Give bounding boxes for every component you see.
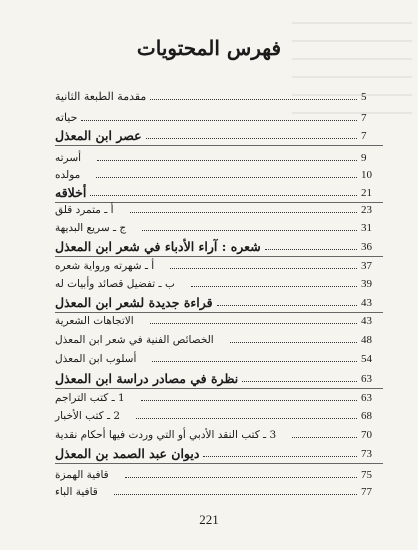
- dot-leader: [203, 456, 357, 457]
- toc-entry-page: 31: [361, 222, 372, 234]
- toc-entry: [55, 256, 383, 272]
- toc-entry: [55, 237, 383, 253]
- toc-entry: [55, 108, 383, 124]
- toc-entry: [55, 87, 383, 103]
- toc-entry-page: 7: [361, 112, 367, 124]
- toc-entry-page: 63: [361, 392, 372, 404]
- dot-leader: [141, 400, 357, 401]
- toc-entry-page: 70: [361, 429, 372, 441]
- toc-entry-page: 39: [361, 278, 372, 290]
- toc-entry-title: مقدمة الطبعة الثانية: [55, 90, 147, 103]
- toc-entry-title: 3 ـ كتب النقد الأدبي أو التي وردت فيها أحكام نقدية: [55, 429, 277, 441]
- toc-entry: [55, 126, 383, 142]
- page-number: 221: [199, 512, 219, 527]
- toc-entry-title: قافية الهمزة: [55, 469, 109, 481]
- toc-entry-title: أخلاقه: [55, 185, 87, 200]
- dot-leader: [96, 177, 357, 178]
- toc-entry-title: شعره : آراء الأدباء في شعر ابن المعذل: [55, 239, 261, 254]
- dot-leader: [146, 138, 357, 139]
- dot-leader: [150, 323, 357, 324]
- toc-entry-title: أسلوب ابن المعذل: [55, 353, 137, 365]
- dot-leader: [170, 268, 357, 269]
- toc-entry: [55, 183, 383, 199]
- toc-entry-page: 36: [361, 241, 372, 253]
- toc-entry-title: قراءة جديدة لشعر ابن المعذل: [55, 295, 213, 310]
- toc-entry: [55, 293, 383, 309]
- page-title: فهرس المحتويات: [136, 36, 282, 60]
- toc-entry-title: ديوان عبد الصمد بن المعذل: [55, 446, 200, 461]
- dot-leader: [265, 249, 357, 250]
- toc-entry-title: مولده: [55, 169, 81, 181]
- dot-leader: [150, 99, 357, 100]
- toc-entry-title: ب ـ تفضيل قصائد وأبيات له: [55, 278, 175, 290]
- toc-entry: [55, 388, 383, 404]
- toc-entry-page: 10: [361, 169, 372, 181]
- toc-entry: [55, 165, 383, 181]
- toc-entry: [55, 406, 383, 422]
- toc-entry-page: 54: [361, 353, 372, 365]
- toc-entry-title: 2 ـ كتب الأخبار: [55, 410, 121, 422]
- dot-leader: [97, 160, 357, 161]
- toc-entry: [55, 330, 383, 346]
- dot-leader: [242, 381, 357, 382]
- dot-leader: [191, 286, 357, 287]
- toc-entry-title: قافية الباء: [55, 486, 98, 498]
- toc-entry-page: 68: [361, 410, 372, 422]
- dot-leader: [114, 494, 357, 495]
- dot-leader: [142, 230, 357, 231]
- toc-entry-page: 9: [361, 152, 367, 164]
- dot-leader: [230, 342, 357, 343]
- toc-entry: [55, 218, 383, 234]
- dot-leader: [152, 361, 357, 362]
- toc-entry-title: الخصائص الفنية في شعر ابن المعذل: [55, 334, 214, 346]
- toc-entry-page: 5: [361, 91, 367, 103]
- toc-entry: [55, 444, 383, 460]
- toc-entry-title: ج ـ سريع البديهة: [55, 222, 127, 234]
- toc-entry-page: 75: [361, 469, 372, 481]
- toc-entry: [55, 148, 383, 164]
- dot-leader: [81, 120, 357, 121]
- toc-entry: [55, 200, 383, 216]
- toc-entry: [55, 465, 383, 481]
- toc-entry-page: 73: [361, 448, 372, 460]
- dot-leader: [136, 418, 357, 419]
- toc-entry-page: 23: [361, 204, 372, 216]
- toc-entry: [55, 369, 383, 385]
- dot-leader: [90, 195, 357, 196]
- dot-leader: [130, 212, 357, 213]
- toc-entry-page: 7: [361, 130, 367, 142]
- toc-entry-title: نظرة في مصادر دراسة ابن المعذل: [55, 371, 239, 386]
- toc-entry-page: 21: [361, 187, 372, 199]
- toc-entry: [55, 482, 383, 498]
- toc-entry-title: 1 ـ كتب التراجم: [55, 392, 125, 404]
- toc-entry-page: 77: [361, 486, 372, 498]
- toc-entry-page: 43: [361, 297, 372, 309]
- toc-entry-page: 43: [361, 315, 372, 327]
- toc-entry-title: أ ـ متمرد قلق: [55, 204, 114, 216]
- toc-entry-title: أسرته: [55, 152, 82, 164]
- toc-entry-title: عصر ابن المعذل: [55, 128, 142, 143]
- toc-entry: [55, 349, 383, 365]
- toc-entry-title: الاتجاهات الشعرية: [55, 315, 134, 327]
- toc-entry-page: 37: [361, 260, 372, 272]
- dot-leader: [292, 437, 357, 438]
- dot-leader: [125, 477, 357, 478]
- toc-entry: [55, 274, 383, 290]
- toc-entry-title: أ ـ شهرته ورواية شعره: [55, 260, 155, 272]
- dot-leader: [217, 305, 357, 306]
- toc-entry-page: 48: [361, 334, 372, 346]
- toc-entry: [55, 425, 383, 441]
- toc-entry-title: حياته: [55, 111, 78, 124]
- toc-entry-page: 63: [361, 373, 372, 385]
- toc-entry: [55, 311, 383, 327]
